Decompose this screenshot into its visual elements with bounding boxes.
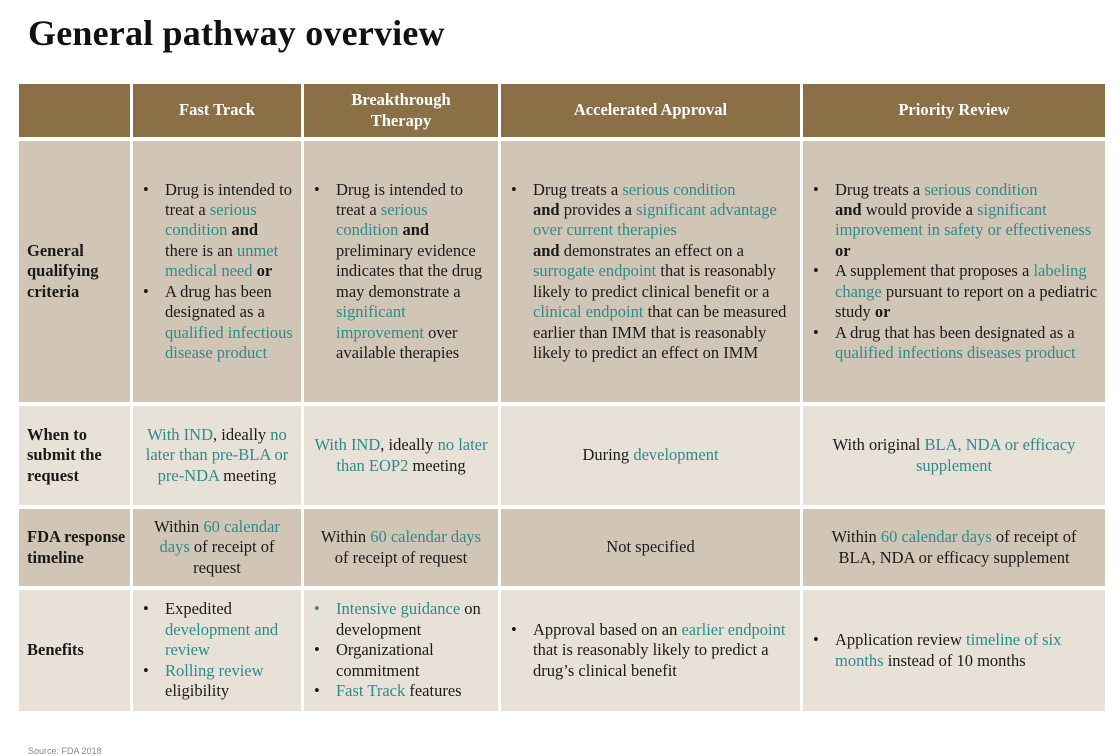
header-breakthrough-therapy: Breakthrough Therapy [304,84,498,137]
list-item: • Expedited development and review [133,599,295,660]
list-item: • A drug that has been designated as a qualified infections diseases product [803,323,1099,364]
cell-benefits-breakthrough [304,590,498,711]
list-item: • Approval based on an earlier endpoint that is reasonably likely to predict a drug’s clinical benefit [501,620,794,681]
cell-benefits-fast-track [133,590,301,711]
row-when [19,406,1105,505]
list-item: • Intensive guidance on development [304,599,492,640]
list-item: • Drug treats a serious condition and would provide a significant improvement in safety or effectiveness or [803,180,1099,262]
cell-when-breakthrough: With IND, ideally no later than EOP2 meeting [304,406,498,505]
list-item: • Drug treats a serious condition and provides a significant advantage over current therapies and demonstrates an effect on a surrogate endpoint that is reasonably likely to predict clinical benefit or a clinical endpoint that can be measured earlier than IMM that is reasonably likely to predict an effect on IMM [501,180,794,364]
pathway-table [16,80,1108,715]
row-response [19,509,1105,586]
list-item: • Organizational commitment [304,640,492,681]
list-item: • Drug is intended to treat a serious condition and there is an unmet medical need or [133,180,295,282]
cell-criteria-fast-track [133,141,301,402]
list-item: • Fast Track features [304,681,492,701]
header-corner [19,84,130,137]
list-item: • A supplement that proposes a labeling change pursuant to report on a pediatric study or [803,261,1099,322]
row-label-when: When to submit the request [19,406,130,505]
row-criteria [19,141,1105,402]
list-item: • Rolling review eligibility [133,661,295,702]
cell-when-priority: With original BLA, NDA or efficacy supplement [803,406,1105,505]
cell-when-fast-track: With IND, ideally no later than pre-BLA or pre-NDA meeting [133,406,301,505]
source-note: Source: FDA 2018 [28,746,102,756]
cell-response-breakthrough: Within 60 calendar days of receipt of request [304,509,498,586]
list-item: • A drug has been designated as a qualified infectious disease product [133,282,295,364]
cell-response-fast-track: Within 60 calendar days of receipt of request [133,509,301,586]
header-priority-review: Priority Review [803,84,1105,137]
list-item: • Drug is intended to treat a serious condition and preliminary evidence indicates that the drug may demonstrate a significant improvement over available therapies [304,180,492,364]
header-fast-track: Fast Track [133,84,301,137]
row-label-criteria: General qualifying criteria [19,141,130,402]
list-item: • Application review timeline of six months instead of 10 months [803,630,1099,671]
row-label-benefits: Benefits [19,590,130,711]
cell-response-accelerated: Not specified [501,509,800,586]
cell-benefits-accelerated [501,590,800,711]
cell-response-priority: Within 60 calendar days of receipt of BLA, NDA or efficacy supplement [803,509,1105,586]
cell-benefits-priority [803,590,1105,711]
row-label-response: FDA response timeline [19,509,130,586]
row-benefits [19,590,1105,711]
cell-criteria-priority [803,141,1105,402]
header-accelerated-approval: Accelerated Approval [501,84,800,137]
cell-criteria-accelerated [501,141,800,402]
cell-when-accelerated: During development [501,406,800,505]
header-row [19,84,1105,137]
page-title: General pathway overview [28,13,445,53]
cell-criteria-breakthrough [304,141,498,402]
